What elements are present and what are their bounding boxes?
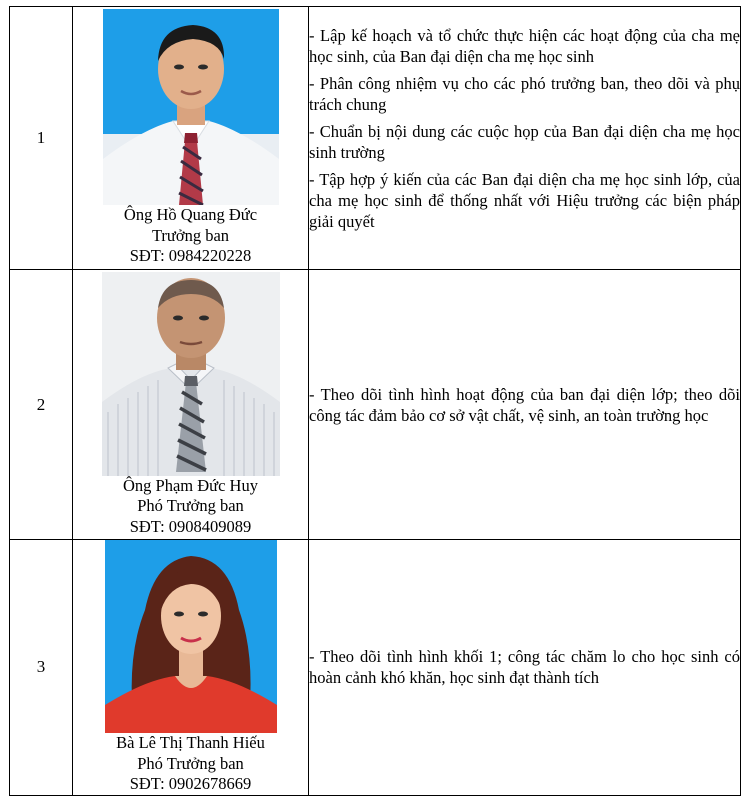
row-index: 2 <box>10 270 73 540</box>
row-index: 1 <box>10 7 73 270</box>
portrait-photo <box>105 540 277 733</box>
duties-cell <box>309 270 741 540</box>
duties-cell <box>309 540 741 796</box>
table-row <box>10 270 741 540</box>
member-cell <box>73 270 309 540</box>
duty-item: - Lập kế hoạch và tổ chức thực hiện các hoạt động của cha mẹ học sinh, của Ban đại diện cha mẹ học sinh <box>309 26 740 66</box>
duties-cell <box>309 7 741 270</box>
table-row <box>10 540 741 796</box>
member-phone: SĐT: 0902678669 <box>129 774 252 793</box>
duty-item: - Theo dõi tình hình khối 1; công tác chăm lo cho học sinh có hoàn cảnh khó khăn, học sinh đạt thành tích <box>309 647 740 688</box>
member-name: Ông Hồ Quang Đức <box>123 205 258 225</box>
duty-item: - Phân công nhiệm vụ cho các phó trưởng ban, theo dõi và phụ trách chung <box>309 74 740 114</box>
table-row <box>10 7 741 270</box>
member-role: Phó Trưởng ban <box>137 496 244 516</box>
duty-item: - Tập hợp ý kiến của các Ban đại diện cha mẹ học sinh lớp, của cha mẹ học sinh để thống nhất với Hiệu trưởng các biện pháp giải quyết <box>309 170 740 231</box>
row-index: 3 <box>10 540 73 796</box>
committee-table <box>9 6 741 796</box>
member-phone: SĐT: 0908409089 <box>129 516 252 536</box>
member-cell <box>73 7 309 270</box>
portrait-photo <box>102 272 280 476</box>
member-role: Trưởng ban <box>151 225 230 245</box>
member-phone: SĐT: 0984220228 <box>129 246 252 266</box>
member-name: Bà Lê Thị Thanh Hiếu <box>116 733 265 752</box>
duty-item: - Chuẩn bị nội dung các cuộc họp của Ban đại diện cha mẹ học sinh trường <box>309 122 740 162</box>
member-cell <box>73 540 309 796</box>
member-name: Ông Phạm Đức Huy <box>123 475 258 495</box>
duty-item: - Theo dõi tình hình hoạt động của ban đại diện lớp; theo dõi công tác đảm bảo cơ sở vật chất, vệ sinh, an toàn trường học <box>309 384 740 425</box>
portrait-photo <box>103 9 279 205</box>
member-role: Phó Trưởng ban <box>137 753 244 773</box>
